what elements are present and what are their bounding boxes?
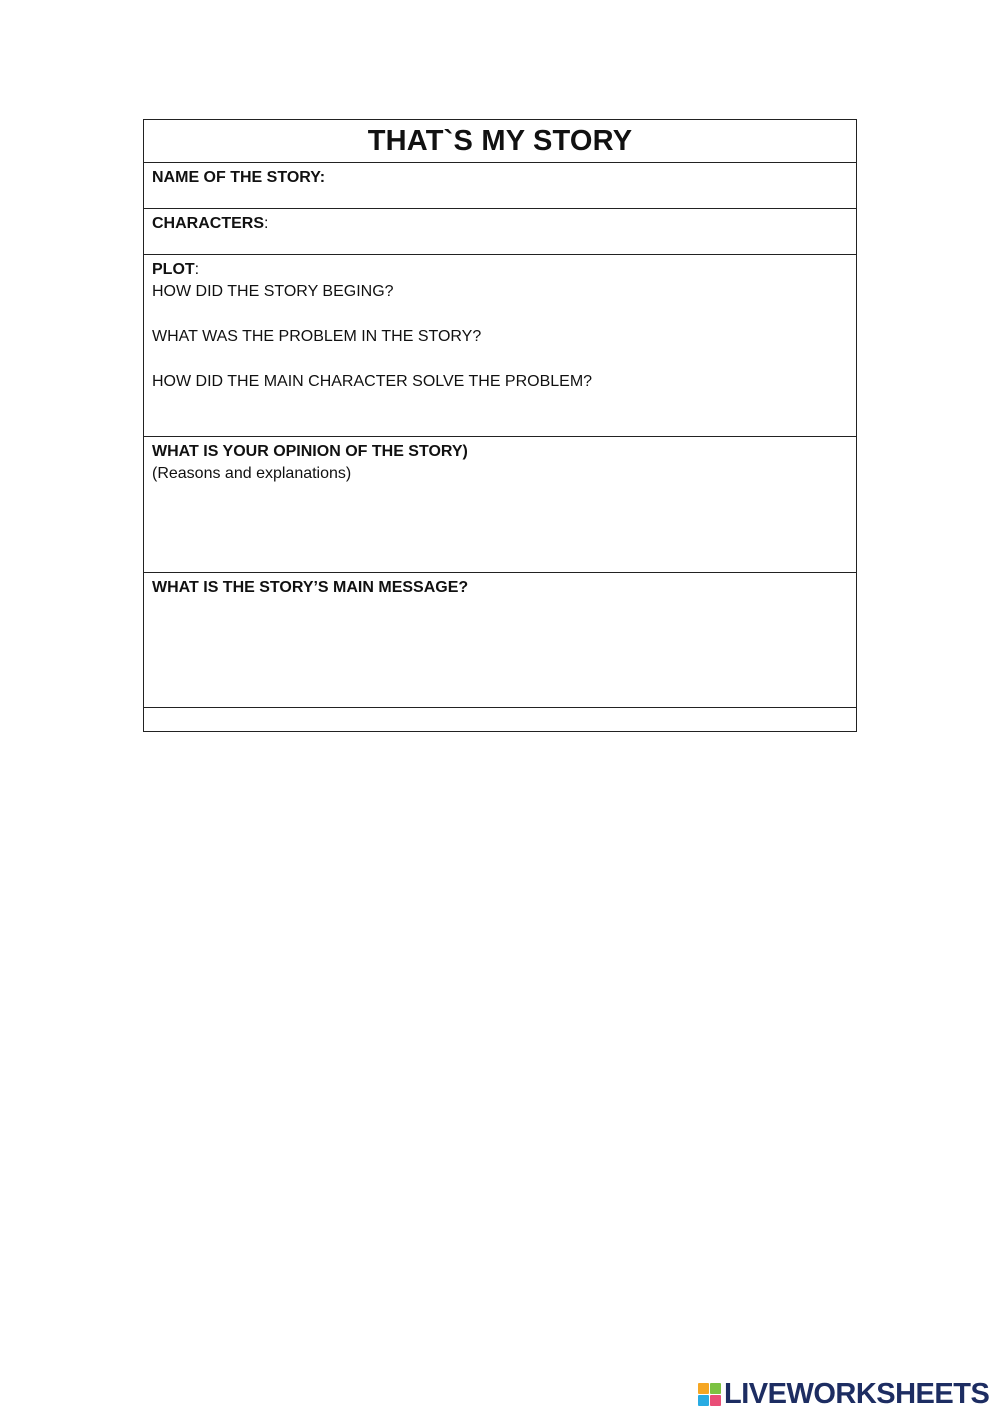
logo-tile: [710, 1395, 721, 1406]
logo-tile: [698, 1383, 709, 1394]
plot-label: PLOT: [152, 261, 195, 278]
name-of-story-label: NAME OF THE STORY:: [152, 169, 326, 186]
worksheet-title: THAT`S MY STORY: [367, 125, 633, 157]
plot-row[interactable]: [144, 254, 856, 436]
opinion-hint: (Reasons and explanations): [152, 465, 352, 482]
plot-colon: :: [194, 261, 200, 278]
plot-question: HOW DID THE STORY BEGING?: [152, 283, 394, 300]
plot-question: WHAT WAS THE PROBLEM IN THE STORY?: [152, 328, 482, 345]
logo-tiles-icon: [698, 1383, 721, 1406]
title-row: [144, 120, 856, 162]
main-message-label: WHAT IS THE STORY’S MAIN MESSAGE?: [152, 579, 469, 596]
logo-text: LIVEWORKSHEETS: [724, 1377, 990, 1410]
liveworksheets-logo: [698, 1378, 989, 1410]
empty-row: [144, 707, 856, 731]
plot-question: HOW DID THE MAIN CHARACTER SOLVE THE PROBLEM?: [152, 373, 593, 390]
characters-colon: :: [264, 215, 269, 232]
characters-row[interactable]: [144, 208, 856, 254]
main-message-row[interactable]: [144, 572, 856, 707]
story-worksheet-table: [143, 119, 857, 732]
characters-label: CHARACTERS: [152, 215, 264, 232]
opinion-row[interactable]: [144, 436, 856, 572]
logo-tile: [698, 1395, 709, 1406]
logo-tile: [710, 1383, 721, 1394]
opinion-label: WHAT IS YOUR OPINION OF THE STORY): [152, 443, 468, 460]
name-of-story-row[interactable]: [144, 162, 856, 208]
